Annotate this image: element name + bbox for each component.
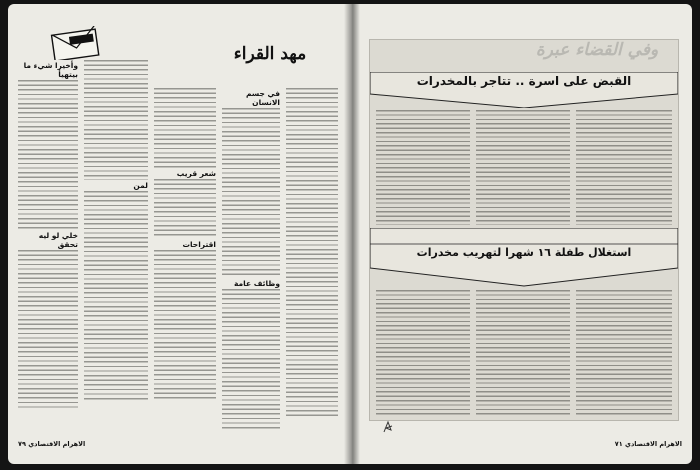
handwritten-mark <box>382 420 394 434</box>
text-column <box>222 88 280 438</box>
text-column <box>286 88 338 438</box>
spine-gutter <box>344 4 360 464</box>
article-text-block <box>576 290 672 416</box>
article-text-block <box>576 110 672 225</box>
article-text-block <box>476 290 570 416</box>
text-column <box>154 88 216 438</box>
left-page-footer: الاهرام الاقتصادي ٧٩ <box>18 440 86 448</box>
column-heading: شعر قريب <box>154 168 216 179</box>
text-column <box>84 60 148 410</box>
column-heading: وظائف عامة <box>222 278 280 289</box>
text-column <box>18 60 78 410</box>
section-rubric: وفي القضاء عبرة <box>535 40 659 60</box>
article-headline-1: القبض على اسرة .. تتاجر بالمخدرات <box>416 74 632 88</box>
article-text-block <box>376 110 470 225</box>
column-heading: خلي لو ليه تحقق <box>18 230 78 250</box>
column-heading: في جسم الانسان <box>222 88 280 108</box>
column-heading: اقتراحات <box>154 239 216 250</box>
article-text-block <box>476 110 570 225</box>
column-heading: لمن <box>84 180 148 191</box>
page-masthead: مهد القراء <box>233 44 307 64</box>
article-text-block <box>376 290 470 416</box>
right-page-footer: الاهرام الاقتصادي ٧١ <box>614 440 682 448</box>
column-heading: وأخيرا شيء ما بيتهيأ <box>18 60 78 80</box>
article-headline-2: استغلال طفلة ١٦ شهرا لتهريب مخدرات <box>416 246 632 259</box>
envelope-icon <box>50 26 102 62</box>
